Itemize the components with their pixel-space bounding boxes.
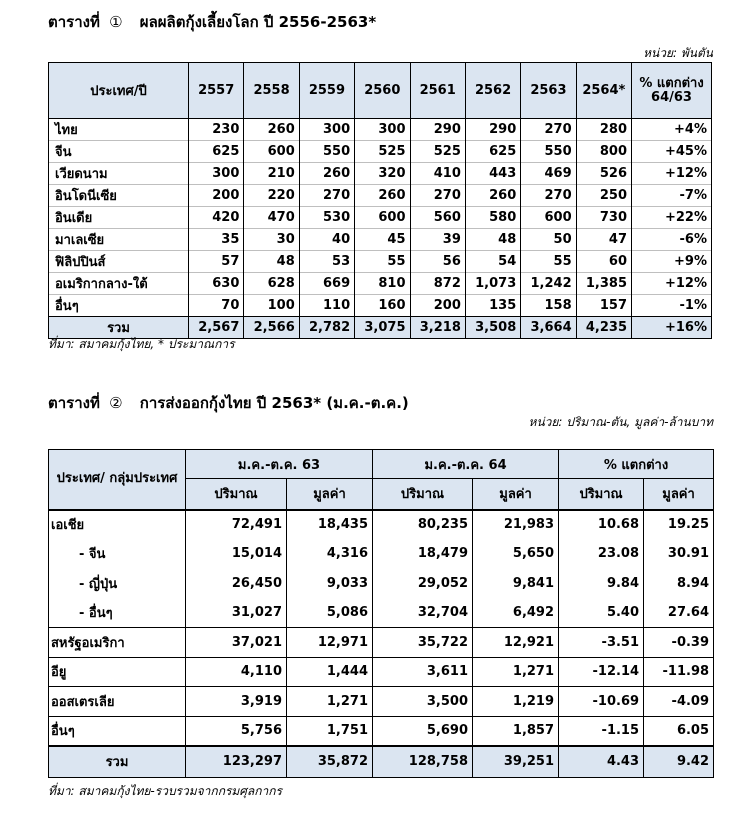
table2-row-country: สหรัฐอเมริกา (49, 628, 186, 658)
table1-cell: 57 (189, 251, 244, 273)
table2-row (49, 716, 714, 746)
table1-cell: 470 (244, 207, 299, 229)
table1-pct-cell: -1% (632, 295, 712, 317)
table1-cell: 160 (355, 295, 410, 317)
table1-row (49, 295, 712, 317)
table1-cell: 200 (410, 295, 465, 317)
table1-header-year: 2557 (189, 63, 244, 119)
table1-cell: 300 (299, 119, 354, 141)
table1-cell: 55 (355, 251, 410, 273)
table2-cell: 4,316 (287, 539, 373, 569)
table2-header-country: ประเทศ/ กลุ่มประเทศ (49, 450, 186, 510)
table1-cell: 200 (189, 185, 244, 207)
table2-header-pct: % แตกต่าง (559, 450, 714, 479)
table2-cell: 18,435 (287, 510, 373, 540)
table1-total-cell: 2,566 (244, 317, 299, 339)
table2-cell: 12,921 (473, 628, 559, 658)
table1-cell: 1,073 (465, 273, 520, 295)
table2-header-val: มูลค่า (644, 479, 714, 510)
table2-cell: 8.94 (644, 569, 714, 599)
table2-cell: 15,014 (186, 539, 287, 569)
table1-cell: 50 (521, 229, 576, 251)
table1-cell: 40 (299, 229, 354, 251)
table1-cell: 625 (189, 141, 244, 163)
table2-row (49, 539, 714, 569)
table2-cell: -4.09 (644, 687, 714, 717)
table2-total-row (49, 746, 714, 778)
table1-cell: 260 (355, 185, 410, 207)
table1-cell: 600 (244, 141, 299, 163)
table1-total-cell: 3,508 (465, 317, 520, 339)
table1-cell: 290 (465, 119, 520, 141)
table1-cell: 100 (244, 295, 299, 317)
table1-row (49, 185, 712, 207)
table1-cell: 60 (576, 251, 631, 273)
table2-total-cell: 35,872 (287, 746, 373, 778)
table2-total-cell: 128,758 (373, 746, 473, 778)
table2-cell: 35,722 (373, 628, 473, 658)
table2-total-cell: 4.43 (559, 746, 644, 778)
table2-cell: 6.05 (644, 716, 714, 746)
table1-cell: 35 (189, 229, 244, 251)
table2-row-country: - จีน (49, 539, 186, 569)
table1-cell: 260 (299, 163, 354, 185)
table2-header-val: มูลค่า (287, 479, 373, 510)
table1-cell: 560 (410, 207, 465, 229)
table1-cell: 270 (521, 185, 576, 207)
table2-source: ที่มา: สมาคมกุ้งไทย-รวบรวมจากกรมศุลกากร (48, 784, 282, 798)
table2-title-prefix: ตารางที่ (48, 394, 100, 412)
table1-cell: 45 (355, 229, 410, 251)
table1-title (48, 10, 376, 34)
table1-cell: 135 (465, 295, 520, 317)
table2-cell: 1,271 (287, 687, 373, 717)
table1-cell: 550 (299, 141, 354, 163)
table1-cell: 260 (244, 119, 299, 141)
table2-title (48, 391, 409, 415)
table1-pct-cell: +45% (632, 141, 712, 163)
table1-cell: 1,385 (576, 273, 631, 295)
table2-row-country: อียู (49, 657, 186, 687)
table1-cell: 260 (465, 185, 520, 207)
table1-total-cell: 4,235 (576, 317, 631, 339)
table1-cell: 47 (576, 229, 631, 251)
table1-row-country: มาเลเซีย (49, 229, 189, 251)
table2-cell: 5,690 (373, 716, 473, 746)
table1-header-year: 2563 (521, 63, 576, 119)
table1-title-number: ① (109, 13, 123, 31)
table2-cell: 9,033 (287, 569, 373, 599)
table2-cell: 1,444 (287, 657, 373, 687)
table1-row-country: ไทย (49, 119, 189, 141)
table1-total-cell: 3,075 (355, 317, 410, 339)
table1-header-year: 2562 (465, 63, 520, 119)
table1-row (49, 207, 712, 229)
table2-row (49, 569, 714, 599)
table1-total-cell: 2,567 (189, 317, 244, 339)
table1-pct-cell: +22% (632, 207, 712, 229)
table2-row (49, 598, 714, 628)
table2-cell: 12,971 (287, 628, 373, 658)
table2-cell: 31,027 (186, 598, 287, 628)
table2-cell: -3.51 (559, 628, 644, 658)
table2-unit: หน่วย: ปริมาณ-ตัน, มูลค่า-ล้านบาท (528, 415, 713, 429)
table2 (48, 449, 714, 778)
table2-cell: 19.25 (644, 510, 714, 540)
table1-cell: 290 (410, 119, 465, 141)
table2-cell: 26,450 (186, 569, 287, 599)
table2-cell: 4,110 (186, 657, 287, 687)
table2-cell: 5,086 (287, 598, 373, 628)
table1-header-pct: % แตกต่าง 64/63 (632, 63, 712, 119)
table1-cell: 600 (355, 207, 410, 229)
table1-pct-cell: +4% (632, 119, 712, 141)
table2-header-qty: ปริมาณ (186, 479, 287, 510)
table1-total-cell: 2,782 (299, 317, 354, 339)
table1-cell: 55 (521, 251, 576, 273)
table2-header-period1: ม.ค.-ต.ค. 63 (186, 450, 373, 479)
table1-row-country: จีน (49, 141, 189, 163)
table2-row (49, 510, 714, 540)
table1-cell: 54 (465, 251, 520, 273)
table2-cell: 9.84 (559, 569, 644, 599)
table2-total-cell: 9.42 (644, 746, 714, 778)
table1-cell: 469 (521, 163, 576, 185)
table1-cell: 39 (410, 229, 465, 251)
table1-title-prefix: ตารางที่ (48, 13, 100, 31)
table1-title-text: ผลผลิตกุ้งเลี้ยงโลก ปี 2556-2563* (139, 13, 377, 31)
table1-row (49, 251, 712, 273)
table1-cell: 30 (244, 229, 299, 251)
table1-cell: 550 (521, 141, 576, 163)
table1-pct-cell: +9% (632, 251, 712, 273)
table1-cell: 53 (299, 251, 354, 273)
table2-cell: 1,271 (473, 657, 559, 687)
table2-cell: 3,500 (373, 687, 473, 717)
table1-cell: 420 (189, 207, 244, 229)
table2-cell: 29,052 (373, 569, 473, 599)
table1-pct-cell: +12% (632, 163, 712, 185)
table1-header-year: 2560 (355, 63, 410, 119)
table1-cell: 280 (576, 119, 631, 141)
table1-header-year: 2561 (410, 63, 465, 119)
table2-title-number: ② (109, 394, 123, 412)
table1-row (49, 163, 712, 185)
table1 (48, 62, 712, 339)
table1-cell: 669 (299, 273, 354, 295)
table2-cell: 32,704 (373, 598, 473, 628)
table2-total-cell: 123,297 (186, 746, 287, 778)
table1-cell: 810 (355, 273, 410, 295)
table1-cell: 230 (189, 119, 244, 141)
table1-source: ที่มา: สมาคมกุ้งไทย, * ประมาณการ (48, 337, 235, 351)
table1-row (49, 119, 712, 141)
table2-cell: -12.14 (559, 657, 644, 687)
table2-row-country: - ญี่ปุ่น (49, 569, 186, 599)
table1-cell: 443 (465, 163, 520, 185)
table1-cell: 600 (521, 207, 576, 229)
table1-cell: 625 (465, 141, 520, 163)
table2-cell: 1,219 (473, 687, 559, 717)
table1-cell: 800 (576, 141, 631, 163)
table1-cell: 580 (465, 207, 520, 229)
table1-row-country: อเมริกากลาง-ใต้ (49, 273, 189, 295)
table1-body (49, 119, 712, 317)
table2-row (49, 687, 714, 717)
table1-header-year: 2558 (244, 63, 299, 119)
table1-cell: 525 (410, 141, 465, 163)
table2-body (49, 510, 714, 746)
table2-cell: 27.64 (644, 598, 714, 628)
table2-cell: 9,841 (473, 569, 559, 599)
table2-cell: 10.68 (559, 510, 644, 540)
table1-cell: 1,242 (521, 273, 576, 295)
table1-cell: 48 (465, 229, 520, 251)
table1-cell: 530 (299, 207, 354, 229)
table1-row-country: เวียดนาม (49, 163, 189, 185)
table2-cell: 5,756 (186, 716, 287, 746)
table1-cell: 300 (355, 119, 410, 141)
table1-row-country: อื่นๆ (49, 295, 189, 317)
table1-cell: 270 (521, 119, 576, 141)
table2-row-country: ออสเตรเลีย (49, 687, 186, 717)
table2-header-qty: ปริมาณ (373, 479, 473, 510)
table2-cell: 21,983 (473, 510, 559, 540)
table1-row (49, 273, 712, 295)
table2-cell: -10.69 (559, 687, 644, 717)
table1-row-country: อินโดนีเซีย (49, 185, 189, 207)
table2-row (49, 657, 714, 687)
table2-cell: 3,919 (186, 687, 287, 717)
table2-cell: -1.15 (559, 716, 644, 746)
table2-header-val: มูลค่า (473, 479, 559, 510)
table2-header-period2: ม.ค.-ต.ค. 64 (373, 450, 559, 479)
table1-pct-cell: -7% (632, 185, 712, 207)
table1-total-cell: 3,664 (521, 317, 576, 339)
table1-row (49, 141, 712, 163)
table1-cell: 220 (244, 185, 299, 207)
table1-cell: 210 (244, 163, 299, 185)
table1-row-country: อินเดีย (49, 207, 189, 229)
table1-cell: 270 (299, 185, 354, 207)
table1-total-pct: +16% (632, 317, 712, 339)
table2-cell: 1,751 (287, 716, 373, 746)
table2-row (49, 628, 714, 658)
table1-cell: 48 (244, 251, 299, 273)
table1-cell: 70 (189, 295, 244, 317)
table2-total-label: รวม (49, 746, 186, 778)
table1-cell: 525 (355, 141, 410, 163)
table1-pct-cell: -6% (632, 229, 712, 251)
table1-cell: 320 (355, 163, 410, 185)
table1-cell: 526 (576, 163, 631, 185)
table2-cell: 1,857 (473, 716, 559, 746)
table1-cell: 630 (189, 273, 244, 295)
table2-row-country: - อื่นๆ (49, 598, 186, 628)
table1-row-country: ฟิลิปปินส์ (49, 251, 189, 273)
table2-cell: 3,611 (373, 657, 473, 687)
table2-cell: -0.39 (644, 628, 714, 658)
table2-row-country: อื่นๆ (49, 716, 186, 746)
table1-total-label: รวม (49, 317, 189, 339)
table1-header-year: 2559 (299, 63, 354, 119)
table1-row (49, 229, 712, 251)
table2-cell: 18,479 (373, 539, 473, 569)
table2-cell: 23.08 (559, 539, 644, 569)
table1-cell: 730 (576, 207, 631, 229)
table2-total-cell: 39,251 (473, 746, 559, 778)
table1-cell: 872 (410, 273, 465, 295)
table2-header-qty: ปริมาณ (559, 479, 644, 510)
table2-cell: 6,492 (473, 598, 559, 628)
table1-cell: 110 (299, 295, 354, 317)
table2-cell: -11.98 (644, 657, 714, 687)
table2-row-country: เอเชีย (49, 510, 186, 540)
table2-cell: 72,491 (186, 510, 287, 540)
table1-cell: 56 (410, 251, 465, 273)
table2-title-text: การส่งออกกุ้งไทย ปี 2563* (ม.ค.-ต.ค.) (139, 394, 409, 412)
table1-cell: 250 (576, 185, 631, 207)
table1-cell: 270 (410, 185, 465, 207)
table1-cell: 157 (576, 295, 631, 317)
table1-pct-cell: +12% (632, 273, 712, 295)
table2-cell: 5.40 (559, 598, 644, 628)
table1-cell: 628 (244, 273, 299, 295)
table2-cell: 37,021 (186, 628, 287, 658)
table2-cell: 5,650 (473, 539, 559, 569)
table1-total-cell: 3,218 (410, 317, 465, 339)
table2-cell: 30.91 (644, 539, 714, 569)
table1-header-country: ประเทศ/ปี (49, 63, 189, 119)
table1-cell: 158 (521, 295, 576, 317)
table1-cell: 300 (189, 163, 244, 185)
table1-header-year: 2564* (576, 63, 631, 119)
table1-unit: หน่วย: พันตัน (643, 46, 713, 60)
table1-cell: 410 (410, 163, 465, 185)
table2-cell: 80,235 (373, 510, 473, 540)
